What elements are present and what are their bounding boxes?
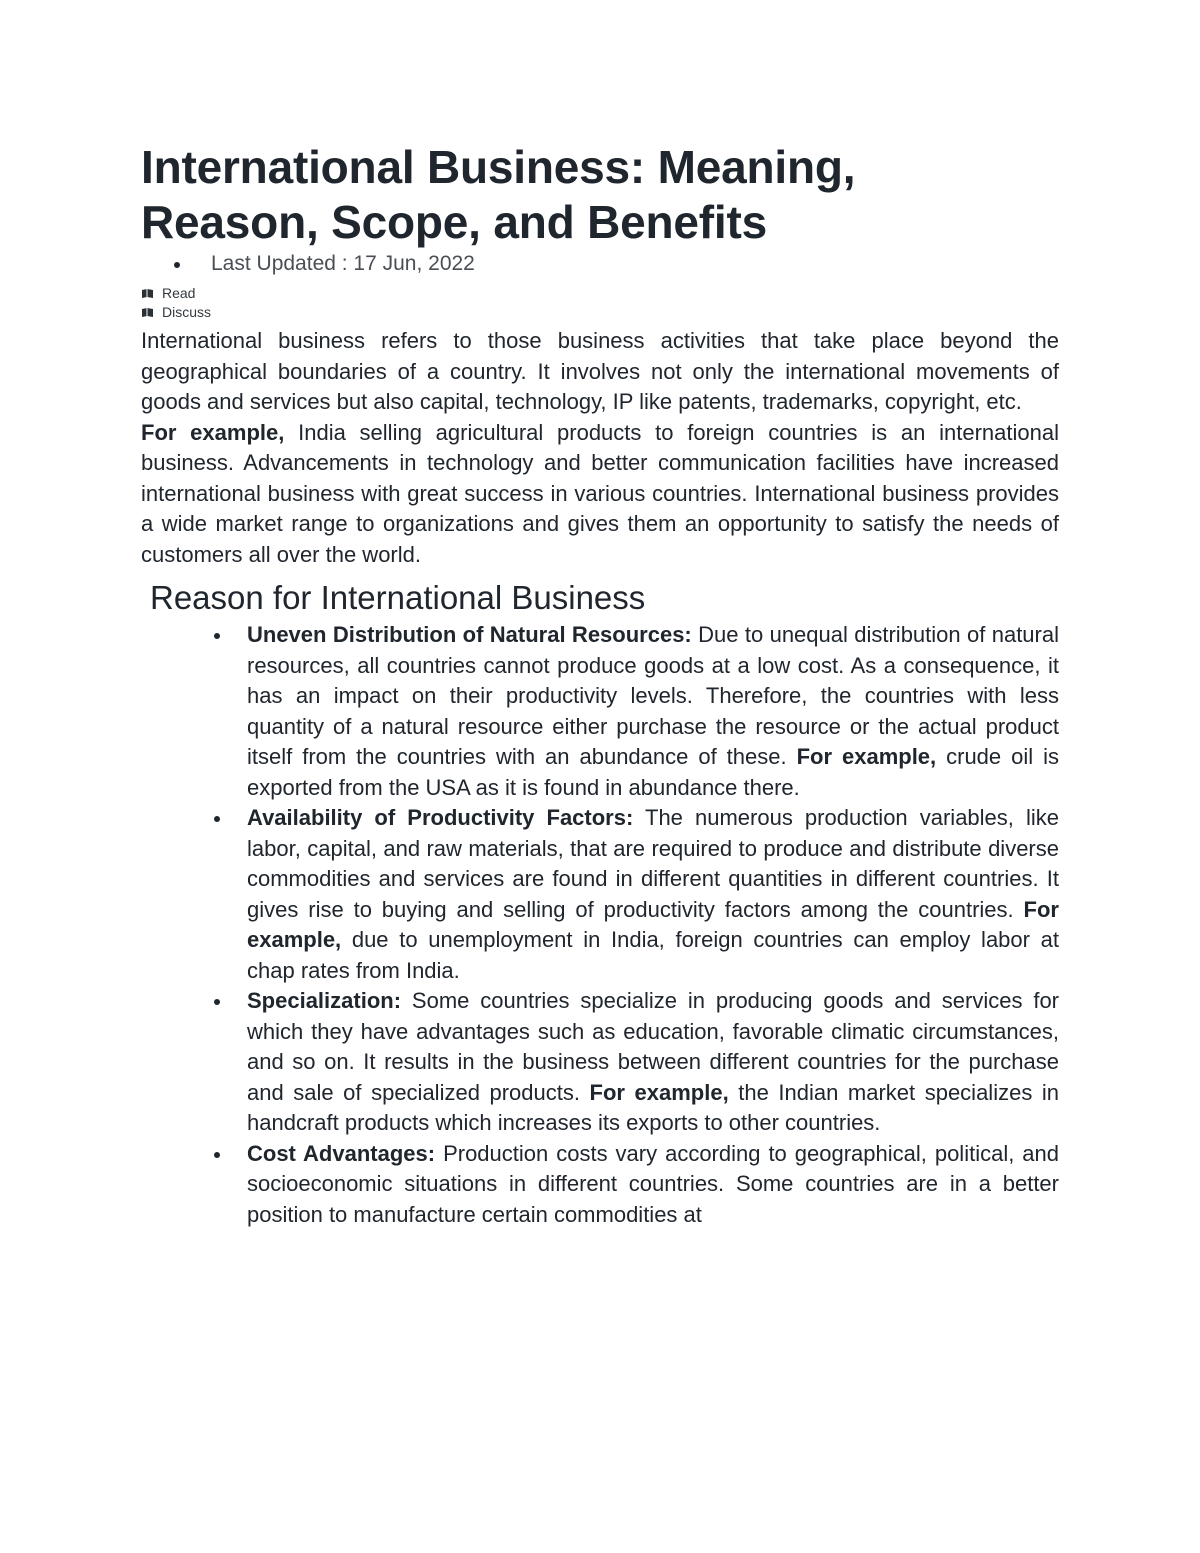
bullet-icon — [214, 1152, 220, 1158]
article-actions — [141, 284, 1059, 322]
reason-text: Some countries specialize in producing goods and services for which they have advantages such as education, favorable climatic circumstances, and so on. It results in the business between different countries for the purchase and sale of specialized products. — [247, 988, 1059, 1105]
list-item — [141, 803, 1059, 986]
section-heading: Reason for International Business — [150, 579, 646, 616]
title-line-1: International Business: Meaning, — [141, 141, 856, 193]
list-item — [141, 620, 1059, 803]
discuss-label: Discuss — [162, 304, 212, 320]
reason-example-text: crude oil is exported from the USA as it is found in abundance there. — [247, 744, 1059, 800]
comment-icon — [141, 307, 154, 318]
intro-paragraph: International business refers to those business activities that take place beyond the geographical boundaries of a country. It involves not only the international movements of goods and services but also capital, technology, IP like patents, trademarks, copyright, etc. — [141, 328, 1059, 414]
bullet-icon — [214, 633, 220, 639]
reason-example-label: For example, — [247, 896, 1059, 952]
bullet-icon — [214, 999, 220, 1005]
read-action[interactable] — [141, 284, 1059, 303]
reason-example-text: due to unemployment in India, foreign countries can employ labor at chap rates from India. — [247, 927, 1059, 983]
page-title — [141, 140, 1059, 250]
list-item — [141, 1139, 1059, 1231]
bullet-icon — [214, 816, 220, 822]
example-text: India selling agricultural products to foreign countries is an international business. Advancements in technology and better communication facilities have increased international business with great success in various countries. International business provides a wide market range to organizations and gives them an opportunity to satisfy the needs of customers all over the world. — [141, 419, 1059, 567]
reason-title: Cost Advantages: — [247, 1140, 436, 1166]
list-item — [141, 986, 1059, 1139]
reason-title: Availability of Productivity Factors: — [247, 805, 634, 830]
article-meta — [141, 250, 1059, 278]
example-paragraph — [141, 418, 1059, 571]
read-label: Read — [162, 285, 196, 301]
reasons-list — [141, 620, 1059, 1230]
reason-title: Specialization: — [247, 988, 402, 1013]
reason-example-label: For example, — [589, 1079, 729, 1105]
reason-title: Uneven Distribution of Natural Resources: — [247, 622, 692, 647]
reason-text: Due to unequal distribution of natural resources, all countries cannot produce goods at a low cost. As a consequence, it has an impact on their productivity levels. Therefore, the countries with less quantity of a natural resource either purchase the resource or the actual product itself from the countries with an abundance of these. — [247, 622, 1059, 769]
reason-text: The numerous production variables, like labor, capital, and raw materials, that are required to produce and distribute diverse commodities and services are found in different quantities in different countries. It gives rise to buying and selling of productivity factors among the countries. — [247, 805, 1060, 922]
reason-text: Production costs vary according to geographical, political, and socioeconomic situations in different countries. Some countries are in a better position to manufacture certain commodities at — [247, 1140, 1060, 1227]
article — [141, 140, 1059, 1230]
title-line-2: Reason, Scope, and Benefits — [141, 196, 767, 248]
reason-example-label: For example, — [796, 744, 937, 769]
discuss-action[interactable] — [141, 303, 1059, 322]
reason-example-text: the Indian market specializes in handcraft products which increases its exports to other countries. — [247, 1079, 1059, 1135]
last-updated: Last Updated : 17 Jun, 2022 — [171, 250, 1059, 278]
example-label: For example, — [141, 419, 285, 445]
book-icon — [141, 288, 154, 299]
